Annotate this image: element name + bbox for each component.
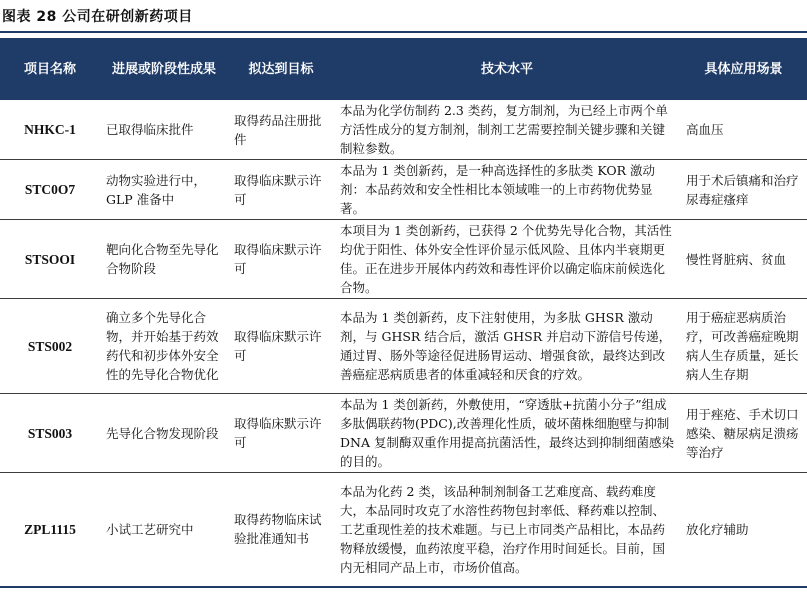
header-progress: 进展或阶段性成果	[100, 38, 228, 100]
table-row	[0, 160, 807, 220]
target-cell: 取得药物临床试验批准通知书	[228, 473, 334, 587]
application-cell: 高血压	[680, 100, 807, 160]
table-header-row	[0, 38, 807, 100]
progress-cell: 先导化合物发现阶段	[100, 394, 228, 473]
application-cell: 用于术后镇痛和治疗尿毒症瘙痒	[680, 160, 807, 220]
title-rule	[0, 31, 807, 33]
tech-cell: 本品为化学仿制药 2.3 类药，复方制剂，为已经上市两个单方活性成分的复方制剂，制剂工艺需要控制关键步骤和关键制粒参数。	[334, 100, 680, 160]
project-name: ZPL1115	[0, 473, 100, 587]
project-name: STS003	[0, 394, 100, 473]
tech-cell: 本品为 1 类创新药，皮下注射使用，为多肽 GHSR 激动剂，与 GHSR 结合后，激活 GHSR 并启动下游信号传递，通过胃、肠外等途径促进肠胃运动、增强食欲，最终达到改善癌症恶病质患者的体重减轻和厌食的疗效。	[334, 299, 680, 394]
tech-cell: 本项目为 1 类创新药，已获得 2 个优势先导化合物，其活性均优于阳性、体外安全性评价显示低风险、且体内半衰期更佳。正在进步开展体内药效和毒性评价以确定临床前候选化合物。	[334, 220, 680, 299]
header-tech-level: 技术水平	[334, 38, 680, 100]
target-cell: 取得临床默示许可	[228, 160, 334, 220]
progress-cell: 小试工艺研究中	[100, 473, 228, 587]
tech-cell: 本品为化药 2 类，该品种制剂制备工艺难度高、载药难度大，本品同时攻克了水溶性药物包封率低、释药难以控制、工艺重现性差的技术难题。与已上市同类产品相比，本品药物释放缓慢，血药浓度平稳，治疗作用时间延长。目前，国内无相同产品上市，市场价值高。	[334, 473, 680, 587]
header-application: 具体应用场景	[680, 38, 807, 100]
application-cell: 慢性肾脏病、贫血	[680, 220, 807, 299]
progress-cell: 已取得临床批件	[100, 100, 228, 160]
header-target: 拟达到目标	[228, 38, 334, 100]
figure-title: 图表 28 公司在研创新药项目	[2, 9, 193, 25]
tech-cell: 本品为 1 类创新药，是一种高选择性的多肽类 KOR 激动剂：本品药效和安全性相比本领域唯一的上市药物优势显著。	[334, 160, 680, 220]
target-cell: 取得药品注册批件	[228, 100, 334, 160]
project-name: NHKC-1	[0, 100, 100, 160]
progress-cell: 动物实验进行中，GLP 准备中	[100, 160, 228, 220]
tech-cell: 本品为 1 类创新药，外敷使用，“穿透肽+抗菌小分子”组成多肽偶联药物(PDC),改善理化性质，破坏菌株细胞壁与抑制 DNA 复制酶双重作用提高抗菌活性，最终达到抑制细菌感染的目的。	[334, 394, 680, 473]
project-name: STSOOI	[0, 220, 100, 299]
project-name: STC0O7	[0, 160, 100, 220]
pipeline-table	[0, 38, 807, 588]
project-name: STS002	[0, 299, 100, 394]
application-cell: 放化疗辅助	[680, 473, 807, 587]
application-cell: 用于癌症恶病质治疗，可改善癌症晚期病人生存质量，延长病人生存期	[680, 299, 807, 394]
table-row	[0, 394, 807, 473]
target-cell: 取得临床默示许可	[228, 394, 334, 473]
target-cell: 取得临床默示许可	[228, 299, 334, 394]
table-row	[0, 100, 807, 160]
table-row	[0, 220, 807, 299]
table-row	[0, 299, 807, 394]
progress-cell: 确立多个先导化合物，并开始基于药效药代和初步体外安全性的先导化合物优化	[100, 299, 228, 394]
table-row	[0, 473, 807, 587]
header-project-name: 项目名称	[0, 38, 100, 100]
target-cell: 取得临床默示许可	[228, 220, 334, 299]
progress-cell: 靶向化合物至先导化合物阶段	[100, 220, 228, 299]
application-cell: 用于痤疮、手术切口感染、糖尿病足溃疡等治疗	[680, 394, 807, 473]
